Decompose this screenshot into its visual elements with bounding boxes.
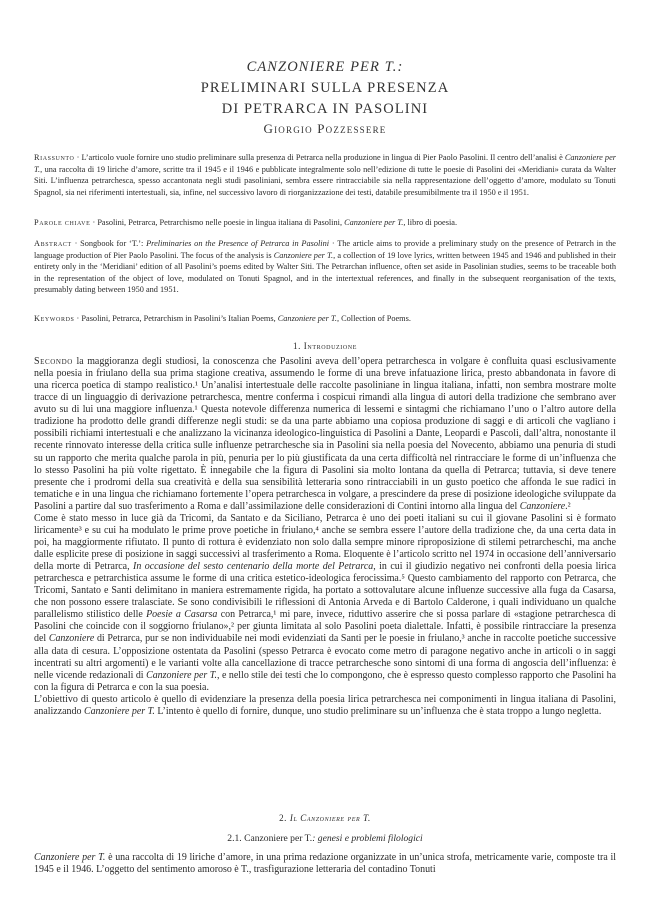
article-title: [0, 57, 650, 120]
abstract-label: Abstract: [34, 239, 72, 248]
abstract-block: Abstract · Songbook for ‘T.’: Preliminaries on the Presence of Petrarca in Pasolini · The article aims to provide a preliminary study on the presence of Petrarch in the language production of Pier Paolo Pasolini. The focus of the analysis is Canzoniere per T., a collection of 19 love lyrics, written between 1945 and 1946 and published in their entirety only in the ‘Meridiani’ edition of all Pasolini’s poems edited by Walter Siti. The Petrarchan influence, often set aside in Pasolinian studies, seems to be traceable both in the representation of the object of love, modulated on Tonuti Spagnol, and in the intertextual references, and finally in the subsequent reorganisation of the texts, presumably dating between 1950 and 1951.: [34, 239, 617, 295]
riassunto-label: Riassunto: [34, 153, 75, 162]
paragraph: Secondo la maggioranza degli studiosi, la conoscenza che Pasolini aveva dell’opera petrarchesca in volgare è confluita quasi esclusivamente nella poesia in friulano della sua prima stagione creativa, assumendo le forme di una breve infatuazione lirica, presto abbandonata in favore di una ricerca poetica di stampo realistico.¹ Un’analisi intertestuale delle raccolte pasoliniane in lingua italiana, infatti, non sembra mostrare molte tracce di un linguaggio di derivazione petrarchesca, mentre conferma i cospicui rimandi alla lingua di autori della tradizione che sembrano aver avuto su di lui una maggiore influenza.¹ Questa notevole differenza numerica di lessemi e sintagmi che richiamano l’uno o l’altro autore della tradizione ha prodotto delle grandi differenze negli studi: se da una parte abbiamo una copiosa produzione di saggi e di articoli che vagliano i possibili richiami intertestuali e che analizzano la vicinanza ideologico-linguistica di Pasolini a Dante, Leopardi e Pascoli, dall’altra, nonostante il recente rinnovato interesse della critica sulle influenze petrarchesche sia in Pasolini sia nella poesia del Novecento, abbiamo una penuria di studi su un rapporto che merita qualche parola in più, penuria per lo più giustificata da una certa difficoltà nel rintracciare le forme di un’influenza che lo stesso Pasolini ha più volte rigettato. È innegabile che la figura di Pasolini sia molto lontana da quella di Petrarca; tuttavia, si deve tenere presente che i prodromi della sua creatività e della sua sensibilità letteraria sono rintracciabili in un gusto poetico che affonda le sue radici in tematiche e in una lingua che richiamano fortemente l’opera petrarchesca in volgare, a prescindere da prese di posizione ideologiche sviluppate da Pasolini a partire dal suo trasferimento a Roma e dall’assimilazione delle considerazioni di Contini intorno alla lingua del Canzoniere.²: [34, 356, 616, 512]
riassunto-text: L’articolo vuole fornire uno studio preliminare sulla presenza di Petrarca nella produzione in lingua di Pier Paolo Pasolini. Il centro dell’analisi è: [81, 153, 565, 162]
paragraph: Canzoniere per T. è una raccolta di 19 liriche d’amore, in una prima redazione organizzate in un’unica strofa, metricamente varie, composte tra il 1945 e il 1946. L’oggetto del sentimento amoroso è T., trasfigurazione letteraria del contadino Tonuti: [34, 852, 616, 876]
riassunto-block: Riassunto · L’articolo vuole fornire uno studio preliminare sulla presenza di Petrarca nella produzione in lingua di Pier Paolo Pasolini. Il centro dell’analisi è Canzoniere per T., una raccolta di 19 liriche d’amore, scritte tra il 1945 e il 1946 e pubblicate integralmente solo nell’edizione di tutte le poesie di Pasolini dei «Meridiani» curata da Walter Siti. L’influenza petrarchesca, spesso accantonata negli studi pasoliniani, sembra essere rintracciabile sia nella rappresentazione dell’oggetto d’amore, modulato su Tonuti Spagnol, sia nei riferimenti intertestuali, sia, infine, nel successivo lavoro di riorganizzazione dei testi, databile presumibilmente tra il 1950 e il 1951.: [34, 153, 616, 197]
title-line-2: PRELIMINARI SULLA PRESENZA: [200, 80, 450, 96]
title-line-1: CANZONIERE PER T.:: [246, 59, 404, 75]
parole-chiave-block: Parole chiave · Pasolini, Petrarca, Petrarchismo nelle poesie in lingua italiana di Pasolini, Canzoniere per T., libro di poesia.: [34, 218, 458, 227]
author-name: Giorgio Pozzessere: [263, 121, 387, 136]
section-heading-introduzione: 1. Introduzione: [293, 341, 357, 351]
section-2-body: [34, 852, 616, 876]
title-line-3: DI PETRARCA IN PASOLINI: [221, 101, 429, 117]
parole-chiave-label: Parole chiave: [34, 218, 91, 227]
section-heading-canzoniere: 2. Il Canzoniere per T.: [279, 813, 371, 823]
paragraph: L’obiettivo di questo articolo è quello di evidenziare la presenza della poesia lirica petrarchesca nei componimenti in lingua italiana di Pasolini, analizzando Canzoniere per T. L’intento è quello di fornire, dunque, uno studio preliminare su un’influenza che è stata troppo a lungo negletta.: [34, 693, 616, 717]
paragraph: Come è stato messo in luce già da Tricomi, da Santato e da Siciliano, Petrarca è uno dei poeti italiani su cui il giovane Pasolini si è formato liricamente³ e su cui ha modulato le prime prove poetiche in friulano,⁴ anche se sembra essere l’autore della tradizione che, da una certa data in poi, ha maggiormente rifiutato. Il punto di rottura è evidenziato non solo dalla sempre minore riproposizione di stilemi petrarcheschi, ma anche dalle esplicite prese di posizione in saggi successivi al trasferimento a Roma. Eloquente è l’articolo scritto nel 1974 in occasione dell’anniversario della morte di Petrarca, In occasione del sesto centenario della morte del Petrarca, in cui il giudizio negativo nei confronti della poesia lirica petrarchesca e petrarchistica assume le forme di una critica estetico-ideologica ferocissima.⁵ Questo cambiamento del rapporto con Petrarca, che Tricomi, Santato e Santi delimitano in maniera estremamente rigida, ha portato a sottovalutare alcune influenze successive alla fuga da Casarsa, che non possono essere tralasciate. Se sono condivisibili le riflessioni di Antonia Arveda e di Bartolo Calderone, i quali individuano un qualche parallelismo stilistico delle Poesie a Casarsa con Petrarca,¹ mi pare, invece, riduttivo asserire che si possa parlare di «stagione petrarchesca di Pasolini che coincide con il soggiorno friulano»,² per giunta limitata al solo Pasolini poeta dialettale. Infatti, è possibile rintracciare la presenza del Canzoniere di Petrarca, pur se non individuabile nei modi evidenziati da Santi per le poesie in friulano,³ anche in raccolte poetiche successive alla data di cesura. L’opposizione ostentata da Pasolini (spesso Petrarca è evocato come metro di paragone negativo anche in articoli o in saggi incentrati su altri argomenti) e le varianti volte alla cancellazione di tracce petrarchesche sono sintomi di una forma di angoscia dell’influenza: è nelle vicende redazionali di Canzoniere per T., e nello stile dei testi che lo compongono, che è espresso questo complesso rapporto che Pasolini ha con la figura di Petrarca e con la sua poesia.: [34, 512, 617, 693]
keywords-label: Keywords: [34, 314, 75, 323]
introduction-body: [34, 356, 616, 718]
keywords-block: Keywords · Pasolini, Petrarca, Petrarchism in Pasolini’s Italian Poems, Canzoniere per T., Collection of Poems.: [34, 314, 411, 323]
subsection-heading: 2.1. Canzoniere per T.: genesi e problemi filologici: [227, 833, 423, 844]
